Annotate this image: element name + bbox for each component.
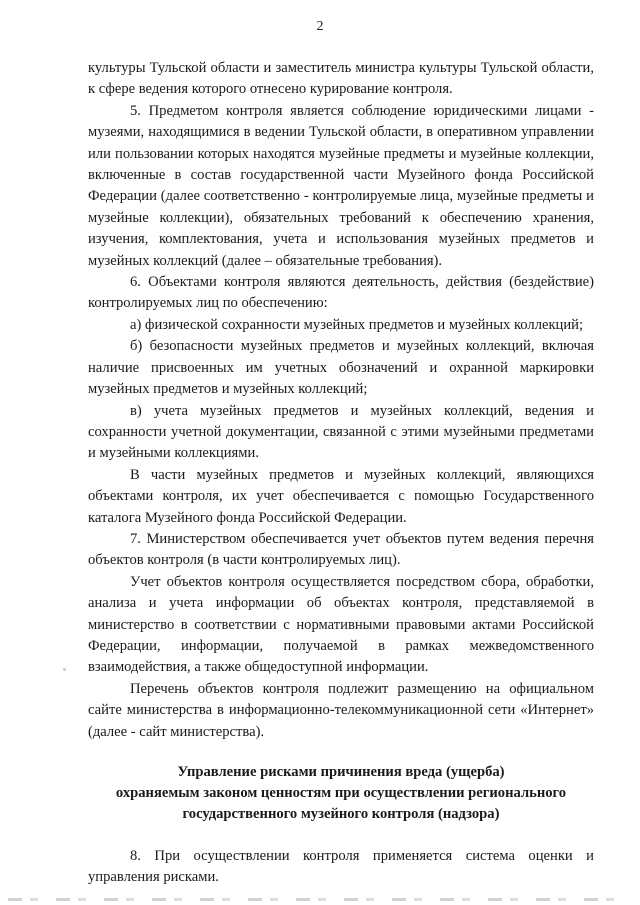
paragraph-accounting: Учет объектов контроля осуществляется посредством сбора, обработки, анализа и учета информации об объектах контроля, представляемой в министерство в соответствии с нормативными правовыми актами Российской Федерации, информации, получаемой в рамках межведомственного взаимодействия, а также общедоступной информации. [88,573,594,676]
document-body [88,58,594,889]
paragraph-item-8: 8. При осуществлении контроля применяется система оценки и управления рисками. [88,848,594,886]
page-number: 2 [316,19,324,34]
paragraph-catalog: В части музейных предметов и музейных коллекций, являющихся объектами контроля, их учет обеспечивается с помощью Государственного каталога Музейного фонда Российской Федерации. [88,466,594,526]
paragraph-item-5: 5. Предметом контроля является соблюдение юридическими лицами - музеями, находящимися в ведении Тульской области, в оперативном управлении или пользовании которых находятся музейные предметы и музейные коллекции, включенные в состав государственной части Музейного фонда Российской Федерации (далее соответственно - контролируемые лица, музейные предметы и музейные коллекции), обязательных требований к обеспечению хранения, изучения, комплектования, учета и использования музейных предметов и музейных коллекций (далее – обязательные требования). [88,102,594,269]
paragraph-subitem-v: в) учета музейных предметов и музейных коллекций, ведения и сохранности учетной документации, связанной с этими музейными предметами и музейными коллекциями. [88,402,594,462]
scan-artifact-edge [8,898,628,901]
section-heading-line-3: государственного музейного контроля (надзора) [182,806,500,822]
scan-artifact-dot [63,668,66,671]
section-heading-line-2: охраняемым законом ценностям при осуществлении регионального [115,785,567,801]
paragraph-continuation: культуры Тульской области и заместитель министра культуры Тульской области, к сфере ведения которого отнесено курирование контроля. [88,60,594,98]
paragraph-subitem-a: а) физической сохранности музейных предметов и музейных коллекций; [130,316,584,333]
paragraph-item-7: 7. Министерством обеспечивается учет объектов путем ведения перечня объектов контроля (в части контролируемых лиц). [88,530,594,569]
paragraph-publication: Перечень объектов контроля подлежит размещению на официальном сайте министерства в информационно-телекоммуникационной сети «Интернет» (далее - сайт министерства). [88,680,594,740]
section-heading [88,762,594,825]
section-heading-line-1: Управление рисками причинения вреда (ущерба) [177,764,505,780]
paragraph-subitem-b: б) безопасности музейных предметов и музейных коллекций, включая наличие присвоенных им учетных обозначений и охранной маркировки музейных предметов и музейных коллекций; [88,338,594,398]
paragraph-item-6: 6. Объектами контроля являются деятельность, действия (бездействие) контролируемых лиц по обеспечению: [88,274,594,312]
